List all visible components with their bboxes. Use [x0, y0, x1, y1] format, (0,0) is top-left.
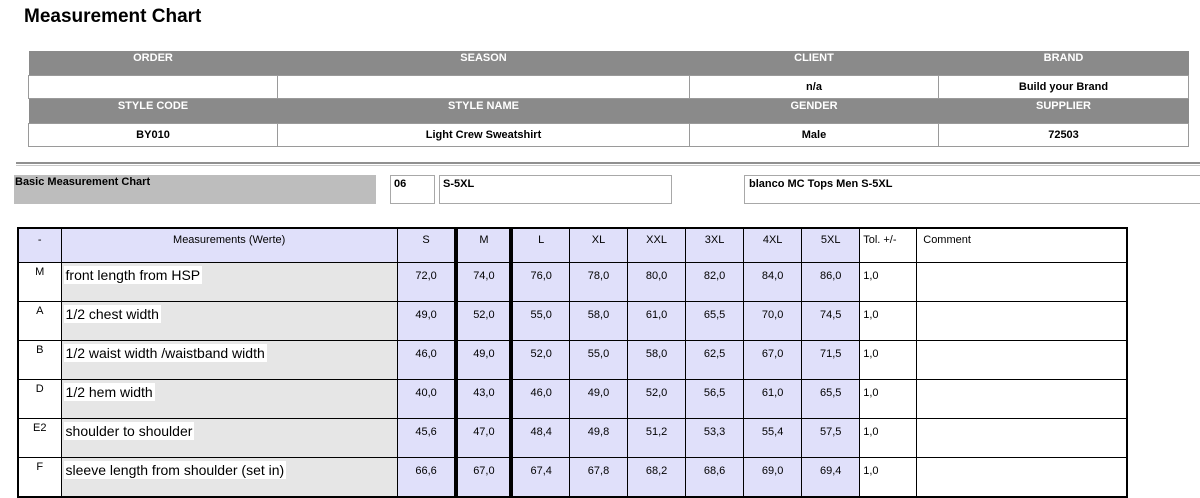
tolerance-value: 1,0 — [860, 419, 917, 458]
measurement-value: 52,0 — [511, 341, 569, 380]
measurement-value: 69,4 — [802, 458, 860, 498]
measurement-table — [17, 227, 1128, 498]
measurement-name-header: Measurements (Werte) — [61, 228, 397, 263]
measurement-value: 47,0 — [456, 419, 511, 458]
measurement-value: 40,0 — [397, 380, 456, 419]
table-row — [18, 302, 1127, 341]
measurement-value: 49,0 — [397, 302, 456, 341]
season-value — [278, 76, 690, 99]
page-title: Measurement Chart — [24, 6, 202, 27]
measurement-value: 68,2 — [628, 458, 686, 498]
measurement-code: D — [18, 380, 61, 419]
tolerance-value: 1,0 — [860, 380, 917, 419]
supplier-value: 72503 — [939, 124, 1189, 147]
measurement-value: 66,6 — [397, 458, 456, 498]
size-header: 5XL — [802, 228, 860, 263]
measurement-value: 56,5 — [686, 380, 744, 419]
measurement-value: 49,0 — [569, 380, 627, 419]
measurement-code: A — [18, 302, 61, 341]
measurement-value: 67,4 — [511, 458, 569, 498]
measurement-name — [61, 341, 397, 380]
measurement-value: 72,0 — [397, 263, 456, 302]
measurement-value: 49,0 — [456, 341, 511, 380]
measurement-name-label: 1/2 chest width — [65, 306, 159, 322]
measurement-value: 61,0 — [628, 302, 686, 341]
style-name-header: STYLE NAME — [278, 99, 690, 124]
measurement-name-label: 1/2 hem width — [65, 384, 153, 400]
table-header-row — [18, 228, 1127, 263]
measurement-value: 82,0 — [686, 263, 744, 302]
supplier-header: SUPPLIER — [939, 99, 1189, 124]
style-name-value: Light Crew Sweatshirt — [278, 124, 690, 147]
measurement-value: 52,0 — [628, 380, 686, 419]
measurement-name — [61, 263, 397, 302]
size-header: 4XL — [744, 228, 802, 263]
tolerance-value: 1,0 — [860, 341, 917, 380]
measurement-value: 69,0 — [744, 458, 802, 498]
measurement-value: 46,0 — [397, 341, 456, 380]
comment-cell — [917, 419, 1127, 458]
measurement-code: B — [18, 341, 61, 380]
measurement-value: 86,0 — [802, 263, 860, 302]
measurement-value: 55,0 — [511, 302, 569, 341]
measurement-value: 55,0 — [569, 341, 627, 380]
measurement-value: 70,0 — [744, 302, 802, 341]
measurement-value: 55,4 — [744, 419, 802, 458]
measurement-value: 51,2 — [628, 419, 686, 458]
measurement-value: 67,8 — [569, 458, 627, 498]
gender-value: Male — [690, 124, 939, 147]
code-column-header: - — [18, 228, 61, 263]
style-code-header: STYLE CODE — [29, 99, 278, 124]
measurement-name — [61, 458, 397, 498]
measurement-name-label: sleeve length from shoulder (set in) — [65, 462, 285, 478]
brand-value: Build your Brand — [939, 76, 1189, 99]
comment-cell — [917, 341, 1127, 380]
measurement-value: 74,0 — [456, 263, 511, 302]
measurement-name — [61, 380, 397, 419]
table-row — [18, 263, 1127, 302]
chart-description-field: blanco MC Tops Men S-5XL — [744, 175, 1200, 204]
size-header: M — [456, 228, 511, 263]
section-divider-shadow — [16, 165, 1200, 166]
comment-header: Comment — [917, 228, 1127, 263]
style-code-value: BY010 — [29, 124, 278, 147]
comment-cell — [917, 302, 1127, 341]
tolerance-value: 1,0 — [860, 302, 917, 341]
tolerance-value: 1,0 — [860, 458, 917, 498]
measurement-value: 67,0 — [744, 341, 802, 380]
size-header: L — [511, 228, 569, 263]
order-header: ORDER — [29, 51, 278, 76]
size-header: XL — [569, 228, 627, 263]
brand-header: BRAND — [939, 51, 1189, 76]
season-header: SEASON — [278, 51, 690, 76]
measurement-code: E2 — [18, 419, 61, 458]
size-header: S — [397, 228, 456, 263]
size-header: XXL — [628, 228, 686, 263]
table-row — [18, 419, 1127, 458]
table-row — [18, 341, 1127, 380]
measurement-value: 45,6 — [397, 419, 456, 458]
measurement-value: 46,0 — [511, 380, 569, 419]
measurement-value: 68,6 — [686, 458, 744, 498]
basic-chart-label: Basic Measurement Chart — [14, 175, 376, 204]
measurement-value: 80,0 — [628, 263, 686, 302]
client-value: n/a — [690, 76, 939, 99]
comment-cell — [917, 380, 1127, 419]
measurement-value: 48,4 — [511, 419, 569, 458]
measurement-value: 71,5 — [802, 341, 860, 380]
table-row — [18, 380, 1127, 419]
comment-cell — [917, 458, 1127, 498]
measurement-code: F — [18, 458, 61, 498]
size-range-field: S-5XL — [439, 175, 672, 204]
measurement-name-label: front length from HSP — [65, 267, 201, 283]
measurement-value: 49,8 — [569, 419, 627, 458]
client-header: CLIENT — [690, 51, 939, 76]
tolerance-value: 1,0 — [860, 263, 917, 302]
measurement-value: 74,5 — [802, 302, 860, 341]
measurement-name-label: shoulder to shoulder — [65, 423, 193, 439]
measurement-value: 58,0 — [628, 341, 686, 380]
measurement-value: 65,5 — [686, 302, 744, 341]
measurement-value: 67,0 — [456, 458, 511, 498]
measurement-name — [61, 419, 397, 458]
gender-header: GENDER — [690, 99, 939, 124]
order-value — [29, 76, 278, 99]
measurement-code: M — [18, 263, 61, 302]
measurement-value: 52,0 — [456, 302, 511, 341]
measurement-value: 78,0 — [569, 263, 627, 302]
measurement-value: 84,0 — [744, 263, 802, 302]
measurement-name-label: 1/2 waist width /waistband width — [65, 345, 265, 361]
chart-code-field: 06 — [390, 175, 435, 204]
section-divider — [16, 162, 1200, 164]
table-row — [18, 458, 1127, 498]
measurement-value: 61,0 — [744, 380, 802, 419]
measurement-value: 65,5 — [802, 380, 860, 419]
measurement-value: 76,0 — [511, 263, 569, 302]
order-info-table — [28, 51, 1189, 147]
measurement-value: 43,0 — [456, 380, 511, 419]
measurement-value: 62,5 — [686, 341, 744, 380]
measurement-value: 58,0 — [569, 302, 627, 341]
size-header: 3XL — [686, 228, 744, 263]
tolerance-header: Tol. +/- — [860, 228, 917, 263]
measurement-name — [61, 302, 397, 341]
comment-cell — [917, 263, 1127, 302]
measurement-value: 57,5 — [802, 419, 860, 458]
measurement-value: 53,3 — [686, 419, 744, 458]
